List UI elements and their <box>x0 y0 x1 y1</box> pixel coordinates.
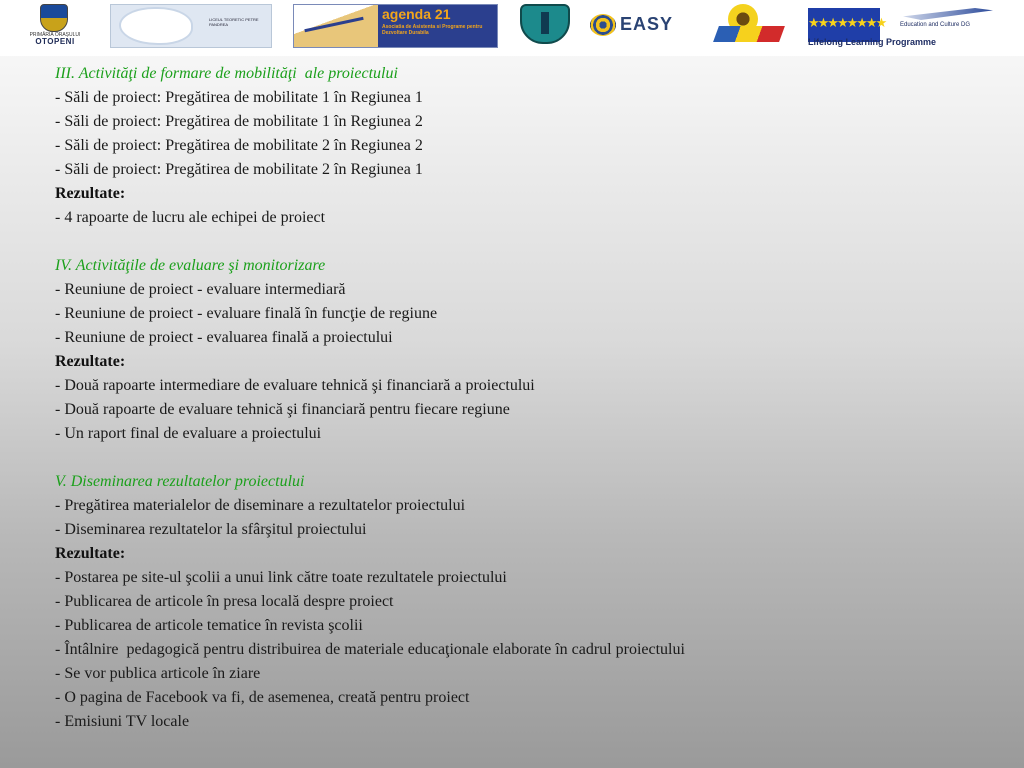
section-spacer <box>55 446 1005 470</box>
agenda21-logo <box>293 4 498 48</box>
spiral-icon <box>590 14 616 36</box>
results-label: Rezultate: <box>55 185 126 202</box>
list-item: - Săli de proiect: Pregătirea de mobilitate 2 în Regiunea 2 <box>55 137 423 154</box>
result-item: - O pagina de Facebook va fi, de asemenea, creată pentru proiect <box>55 689 470 706</box>
result-item: - Publicarea de articole tematice în revista şcolii <box>55 617 363 634</box>
otopeni-crest-icon <box>40 4 68 32</box>
agenda21-title: agenda 21 <box>382 6 451 22</box>
list-item: - Săli de proiect: Pregătirea de mobilitate 1 în Regiunea 2 <box>55 113 423 130</box>
result-item: - 4 rapoarte de lucru ale echipei de proiect <box>55 209 326 226</box>
dove-icon <box>121 9 191 43</box>
shield-icon <box>520 4 570 44</box>
list-item: - Reuniune de proiect - evaluare intermediară <box>55 281 346 298</box>
sunflower-logo <box>710 4 794 48</box>
otopeni-name: OTOPENI <box>35 37 75 46</box>
result-item: - Două rapoarte intermediare de evaluare tehnică şi financiară a proiectului <box>55 377 535 394</box>
eu-stars: ★★★★★★★★ <box>808 16 886 31</box>
result-item: - Emisiuni TV locale <box>55 713 190 730</box>
section-heading: III. Activităţi de formare de mobilităţi ale proiectului <box>55 65 398 82</box>
results-label: Rezultate: <box>55 545 126 562</box>
result-item: - Postarea pe site-ul şcolii a unui link către toate rezultatele proiectului <box>55 569 507 586</box>
list-item: - Reuniune de proiect - evaluarea finală a proiectului <box>55 329 393 346</box>
agenda21-subtitle: Asociatia de Asistenta si Programe pentru Dezvoltare Durabila <box>382 24 483 36</box>
section-spacer <box>55 230 1005 254</box>
results-label: Rezultate: <box>55 353 126 370</box>
book-icon <box>713 26 785 42</box>
otopeni-tiny-text: PRIMĂRIA ORAȘULUI <box>29 32 81 38</box>
result-item: - Întâlnire pedagogică pentru distribuirea de materiale educaţionale elaborate în cadrul proiectului <box>55 641 685 658</box>
result-item: - Se vor publica articole în ziare <box>55 665 261 682</box>
dove-logo-text: LICEUL TEORETIC PETRE PANDREA <box>209 17 259 27</box>
school-shield-logo <box>508 4 578 48</box>
dove-logo <box>110 4 272 48</box>
easy-word: EASY <box>620 14 674 34</box>
result-item: - Publicarea de articole în presa locală despre proiect <box>55 593 394 610</box>
easy-logo <box>588 4 700 48</box>
llp-programme-text: Lifelong Learning Programme <box>808 37 937 47</box>
slide-content <box>55 62 1005 734</box>
section-heading: V. Diseminarea rezultatelor proiectului <box>55 473 305 490</box>
list-item: - Săli de proiect: Pregătirea de mobilitate 1 în Regiunea 1 <box>55 89 423 106</box>
result-item: - Un raport final de evaluare a proiectului <box>55 425 322 442</box>
section-heading: IV. Activităţile de evaluare şi monitorizare <box>55 257 326 274</box>
list-item: - Diseminarea rezultatelor la sfârşitul proiectului <box>55 521 367 538</box>
logo-bar <box>0 0 1024 56</box>
llp-dg-text: Education and Culture DG <box>900 22 971 28</box>
llp-logo <box>808 4 1008 48</box>
agenda21-art-icon <box>294 5 378 47</box>
list-item: - Reuniune de proiect - evaluare finală în funcţie de regiune <box>55 305 438 322</box>
llp-arrow-icon <box>903 8 993 20</box>
otopeni-logo <box>12 4 98 48</box>
list-item: - Pregătirea materialelor de diseminare a rezultatelor proiectului <box>55 497 466 514</box>
list-item: - Săli de proiect: Pregătirea de mobilitate 2 în Regiunea 1 <box>55 161 423 178</box>
result-item: - Două rapoarte de evaluare tehnică şi financiară pentru fiecare regiune <box>55 401 510 418</box>
